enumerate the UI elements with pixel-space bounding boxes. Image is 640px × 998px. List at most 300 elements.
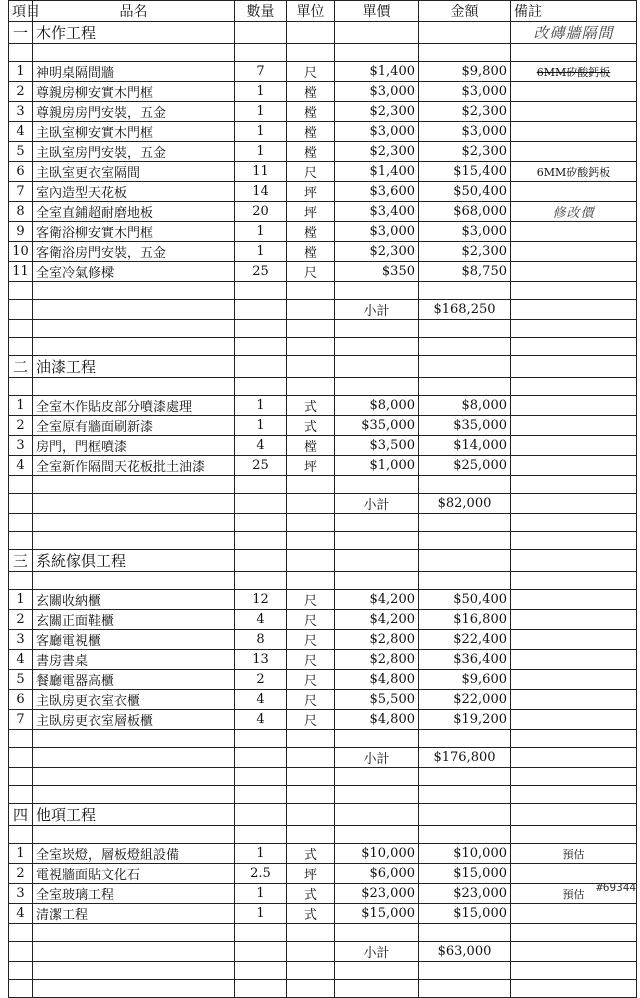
item-number: 9 — [9, 222, 33, 242]
blank-row — [9, 962, 637, 980]
item-name: 主臥房更衣室衣櫃 — [33, 690, 235, 710]
empty-cell — [235, 980, 287, 998]
item-unit-price: $2,300 — [335, 142, 419, 162]
empty-cell — [235, 572, 287, 590]
empty-cell — [287, 942, 335, 962]
item-name: 尊親房房門安裝，五金 — [33, 102, 235, 122]
empty-cell — [235, 768, 287, 786]
empty-cell — [9, 924, 33, 942]
line-item-row — [9, 262, 637, 282]
line-item-row — [9, 142, 637, 162]
item-number: 8 — [9, 202, 33, 222]
blank-row — [9, 826, 637, 844]
section-title: 他項工程 — [33, 804, 235, 826]
empty-cell — [511, 476, 637, 494]
item-quantity: 1 — [235, 222, 287, 242]
item-unit-price: $4,200 — [335, 590, 419, 610]
empty-cell — [419, 44, 511, 62]
section-note — [511, 550, 637, 572]
empty-cell — [287, 550, 335, 572]
item-name: 玄關正面鞋櫃 — [33, 610, 235, 630]
item-unit: 尺 — [287, 630, 335, 650]
item-quantity: 7 — [235, 62, 287, 82]
line-item-row — [9, 690, 637, 710]
item-unit-price: $3,400 — [335, 202, 419, 222]
item-name: 房門，門框噴漆 — [33, 436, 235, 456]
subtotal-label: 小計 — [335, 942, 419, 962]
line-item-row — [9, 82, 637, 102]
empty-cell — [335, 768, 419, 786]
empty-cell — [419, 804, 511, 826]
empty-cell — [335, 476, 419, 494]
empty-cell — [287, 282, 335, 300]
empty-cell — [419, 924, 511, 942]
item-amount: $3,000 — [419, 222, 511, 242]
empty-cell — [287, 44, 335, 62]
item-number: 2 — [9, 864, 33, 884]
empty-cell — [235, 356, 287, 378]
empty-cell — [9, 768, 33, 786]
item-note — [511, 456, 637, 476]
item-number: 2 — [9, 416, 33, 436]
item-note — [511, 242, 637, 262]
subtotal-row — [9, 942, 637, 962]
item-quantity: 4 — [235, 436, 287, 456]
item-note — [511, 630, 637, 650]
item-unit: 尺 — [287, 610, 335, 630]
item-note: 6MM矽酸鈣板 — [511, 162, 637, 182]
item-name: 全室崁燈，層板燈組設備 — [33, 844, 235, 864]
item-unit: 式 — [287, 416, 335, 436]
item-quantity: 1 — [235, 102, 287, 122]
empty-cell — [419, 550, 511, 572]
empty-cell — [335, 514, 419, 532]
quotation-body — [9, 1, 637, 998]
blank-row — [9, 282, 637, 300]
item-name: 主臥室更衣室隔間 — [33, 162, 235, 182]
item-unit: 尺 — [287, 162, 335, 182]
item-amount: $50,400 — [419, 590, 511, 610]
item-quantity: 14 — [235, 182, 287, 202]
empty-cell — [511, 532, 637, 550]
item-name: 客衛浴房門安裝，五金 — [33, 242, 235, 262]
watermark-id: #69344 — [596, 881, 636, 894]
item-amount: $2,300 — [419, 142, 511, 162]
item-quantity: 1 — [235, 844, 287, 864]
blank-row — [9, 786, 637, 804]
item-quantity: 8 — [235, 630, 287, 650]
line-item-row — [9, 670, 637, 690]
empty-cell — [287, 514, 335, 532]
item-amount: $9,600 — [419, 670, 511, 690]
empty-cell — [511, 378, 637, 396]
empty-cell — [235, 476, 287, 494]
item-number: 3 — [9, 102, 33, 122]
item-number: 5 — [9, 142, 33, 162]
empty-cell — [235, 826, 287, 844]
line-item-row — [9, 864, 637, 884]
blank-row — [9, 768, 637, 786]
item-unit-price: $23,000 — [335, 884, 419, 904]
item-unit: 坪 — [287, 202, 335, 222]
empty-cell — [335, 338, 419, 356]
empty-cell — [335, 924, 419, 942]
section-number: 三 — [9, 550, 33, 572]
empty-cell — [33, 786, 235, 804]
empty-cell — [511, 300, 637, 320]
empty-cell — [511, 572, 637, 590]
empty-cell — [9, 980, 33, 998]
item-note: 修改價 — [511, 202, 637, 222]
empty-cell — [9, 826, 33, 844]
item-amount: $16,800 — [419, 610, 511, 630]
item-note — [511, 102, 637, 122]
item-note — [511, 650, 637, 670]
item-number: 6 — [9, 690, 33, 710]
line-item-row — [9, 122, 637, 142]
item-name: 全室原有牆面刷新漆 — [33, 416, 235, 436]
item-amount: $8,750 — [419, 262, 511, 282]
item-unit-price: $1,400 — [335, 62, 419, 82]
empty-cell — [287, 804, 335, 826]
empty-cell — [419, 786, 511, 804]
empty-cell — [33, 924, 235, 942]
subtotal-amount: $82,000 — [419, 494, 511, 514]
section-title: 油漆工程 — [33, 356, 235, 378]
empty-cell — [287, 532, 335, 550]
item-unit-price: $4,800 — [335, 670, 419, 690]
empty-cell — [419, 962, 511, 980]
empty-cell — [511, 786, 637, 804]
item-quantity: 11 — [235, 162, 287, 182]
empty-cell — [235, 44, 287, 62]
empty-cell — [419, 282, 511, 300]
item-unit: 樘 — [287, 436, 335, 456]
empty-cell — [335, 804, 419, 826]
item-number: 6 — [9, 162, 33, 182]
item-quantity: 25 — [235, 456, 287, 476]
item-unit: 樘 — [287, 222, 335, 242]
empty-cell — [33, 730, 235, 748]
item-unit: 樘 — [287, 82, 335, 102]
item-name: 客衛浴柳安實木門框 — [33, 222, 235, 242]
empty-cell — [511, 320, 637, 338]
empty-cell — [419, 22, 511, 44]
empty-cell — [33, 572, 235, 590]
empty-cell — [33, 338, 235, 356]
line-item-row — [9, 182, 637, 202]
item-quantity: 2 — [235, 670, 287, 690]
section-row — [9, 550, 637, 572]
item-name: 尊親房柳安實木門框 — [33, 82, 235, 102]
item-number: 5 — [9, 670, 33, 690]
header-amount: 金額 — [419, 1, 511, 22]
empty-cell — [235, 942, 287, 962]
empty-cell — [235, 514, 287, 532]
empty-cell — [9, 476, 33, 494]
subtotal-row — [9, 494, 637, 514]
section-note: 改磚牆隔間 — [511, 22, 637, 44]
item-quantity: 1 — [235, 884, 287, 904]
line-item-row — [9, 904, 637, 924]
empty-cell — [511, 748, 637, 768]
item-quantity: 1 — [235, 122, 287, 142]
line-item-row — [9, 102, 637, 122]
item-note — [511, 670, 637, 690]
item-note: 預估 — [511, 884, 637, 904]
item-unit-price: $15,000 — [335, 904, 419, 924]
item-number: 2 — [9, 82, 33, 102]
item-unit-price: $2,800 — [335, 650, 419, 670]
empty-cell — [511, 730, 637, 748]
item-amount: $19,200 — [419, 710, 511, 730]
item-number: 4 — [9, 650, 33, 670]
item-note — [511, 690, 637, 710]
line-item-row — [9, 590, 637, 610]
item-unit-price: $2,800 — [335, 630, 419, 650]
line-item-row — [9, 610, 637, 630]
item-unit-price: $3,600 — [335, 182, 419, 202]
empty-cell — [33, 378, 235, 396]
empty-cell — [33, 942, 235, 962]
empty-cell — [9, 300, 33, 320]
empty-cell — [511, 768, 637, 786]
blank-row — [9, 514, 637, 532]
item-name: 全室冷氣修樑 — [33, 262, 235, 282]
header-row — [9, 1, 637, 22]
item-amount: $50,400 — [419, 182, 511, 202]
blank-row — [9, 378, 637, 396]
blank-row — [9, 320, 637, 338]
item-unit: 式 — [287, 844, 335, 864]
empty-cell — [419, 572, 511, 590]
item-amount: $23,000 — [419, 884, 511, 904]
item-number: 7 — [9, 710, 33, 730]
item-unit-price: $350 — [335, 262, 419, 282]
item-quantity: 2.5 — [235, 864, 287, 884]
item-amount: $15,000 — [419, 904, 511, 924]
item-amount: $2,300 — [419, 242, 511, 262]
empty-cell — [235, 962, 287, 980]
line-item-row — [9, 630, 637, 650]
subtotal-row — [9, 300, 637, 320]
item-name: 電視牆面貼文化石 — [33, 864, 235, 884]
item-unit-price: $5,500 — [335, 690, 419, 710]
empty-cell — [235, 924, 287, 942]
empty-cell — [287, 300, 335, 320]
item-quantity: 4 — [235, 690, 287, 710]
empty-cell — [419, 826, 511, 844]
item-note — [511, 122, 637, 142]
section-row — [9, 804, 637, 826]
line-item-row — [9, 162, 637, 182]
item-number: 1 — [9, 844, 33, 864]
item-note — [511, 82, 637, 102]
item-note — [511, 222, 637, 242]
empty-cell — [287, 730, 335, 748]
item-name: 全室玻璃工程 — [33, 884, 235, 904]
empty-cell — [9, 378, 33, 396]
empty-cell — [287, 356, 335, 378]
item-amount: $9,800 — [419, 62, 511, 82]
line-item-row — [9, 710, 637, 730]
item-name: 清潔工程 — [33, 904, 235, 924]
item-unit-price: $35,000 — [335, 416, 419, 436]
item-note: 預估 — [511, 844, 637, 864]
item-unit-price: $3,000 — [335, 122, 419, 142]
item-name: 主臥室柳安實木門框 — [33, 122, 235, 142]
empty-cell — [9, 44, 33, 62]
empty-cell — [9, 494, 33, 514]
item-quantity: 12 — [235, 590, 287, 610]
empty-cell — [335, 980, 419, 998]
item-unit-price: $1,000 — [335, 456, 419, 476]
item-amount: $15,000 — [419, 864, 511, 884]
item-unit: 坪 — [287, 182, 335, 202]
subtotal-amount: $168,250 — [419, 300, 511, 320]
empty-cell — [235, 532, 287, 550]
item-unit-price: $3,000 — [335, 222, 419, 242]
empty-cell — [235, 804, 287, 826]
item-number: 10 — [9, 242, 33, 262]
empty-cell — [335, 378, 419, 396]
item-name: 書房書桌 — [33, 650, 235, 670]
section-row — [9, 356, 637, 378]
empty-cell — [419, 338, 511, 356]
item-quantity: 20 — [235, 202, 287, 222]
item-number: 4 — [9, 904, 33, 924]
item-unit-price: $8,000 — [335, 396, 419, 416]
item-unit: 尺 — [287, 62, 335, 82]
item-name: 主臥房更衣室層板櫃 — [33, 710, 235, 730]
empty-cell — [235, 338, 287, 356]
item-number: 11 — [9, 262, 33, 282]
empty-cell — [235, 282, 287, 300]
item-unit-price: $6,000 — [335, 864, 419, 884]
section-title: 系統傢俱工程 — [33, 550, 235, 572]
item-quantity: 1 — [235, 396, 287, 416]
item-unit: 坪 — [287, 456, 335, 476]
item-amount: $25,000 — [419, 456, 511, 476]
empty-cell — [33, 514, 235, 532]
section-title: 木作工程 — [33, 22, 235, 44]
empty-cell — [235, 550, 287, 572]
item-quantity: 1 — [235, 242, 287, 262]
empty-cell — [335, 44, 419, 62]
subtotal-amount: $176,800 — [419, 748, 511, 768]
item-amount: $22,400 — [419, 630, 511, 650]
item-unit: 式 — [287, 884, 335, 904]
item-unit: 尺 — [287, 690, 335, 710]
item-amount: $22,000 — [419, 690, 511, 710]
empty-cell — [9, 786, 33, 804]
line-item-row — [9, 202, 637, 222]
empty-cell — [335, 550, 419, 572]
empty-cell — [335, 282, 419, 300]
item-quantity: 25 — [235, 262, 287, 282]
item-quantity: 1 — [235, 904, 287, 924]
item-unit-price: $10,000 — [335, 844, 419, 864]
empty-cell — [9, 282, 33, 300]
item-amount: $10,000 — [419, 844, 511, 864]
item-unit: 式 — [287, 904, 335, 924]
subtotal-row — [9, 748, 637, 768]
item-name: 主臥室房門安裝，五金 — [33, 142, 235, 162]
empty-cell — [419, 356, 511, 378]
blank-row — [9, 980, 637, 998]
empty-cell — [33, 962, 235, 980]
line-item-row — [9, 222, 637, 242]
item-note — [511, 262, 637, 282]
item-unit-price: $2,300 — [335, 242, 419, 262]
blank-row — [9, 476, 637, 494]
item-note — [511, 590, 637, 610]
section-note — [511, 804, 637, 826]
empty-cell — [9, 962, 33, 980]
empty-cell — [335, 962, 419, 980]
empty-cell — [9, 730, 33, 748]
empty-cell — [287, 320, 335, 338]
item-number: 3 — [9, 884, 33, 904]
item-note — [511, 142, 637, 162]
empty-cell — [287, 338, 335, 356]
item-number: 3 — [9, 436, 33, 456]
quotation-table — [8, 0, 637, 998]
empty-cell — [335, 572, 419, 590]
item-note — [511, 416, 637, 436]
item-name: 玄關收納櫃 — [33, 590, 235, 610]
empty-cell — [235, 320, 287, 338]
item-note — [511, 904, 637, 924]
empty-cell — [235, 378, 287, 396]
section-number: 一 — [9, 22, 33, 44]
empty-cell — [33, 44, 235, 62]
section-note — [511, 356, 637, 378]
empty-cell — [511, 282, 637, 300]
line-item-row — [9, 844, 637, 864]
blank-row — [9, 338, 637, 356]
line-item-row — [9, 436, 637, 456]
line-item-row — [9, 456, 637, 476]
item-unit-price: $4,200 — [335, 610, 419, 630]
item-quantity: 4 — [235, 610, 287, 630]
empty-cell — [9, 532, 33, 550]
item-number: 7 — [9, 182, 33, 202]
item-unit-price: $1,400 — [335, 162, 419, 182]
item-name: 客廳電視櫃 — [33, 630, 235, 650]
item-unit: 式 — [287, 396, 335, 416]
empty-cell — [287, 494, 335, 514]
empty-cell — [9, 748, 33, 768]
empty-cell — [235, 786, 287, 804]
empty-cell — [287, 572, 335, 590]
item-number: 1 — [9, 396, 33, 416]
item-note — [511, 436, 637, 456]
item-unit-price: $3,000 — [335, 82, 419, 102]
item-unit: 尺 — [287, 670, 335, 690]
empty-cell — [419, 768, 511, 786]
empty-cell — [9, 320, 33, 338]
item-number: 4 — [9, 456, 33, 476]
empty-cell — [335, 826, 419, 844]
empty-cell — [287, 768, 335, 786]
header-no: 項目 — [9, 1, 33, 22]
empty-cell — [335, 356, 419, 378]
empty-cell — [235, 494, 287, 514]
empty-cell — [287, 748, 335, 768]
empty-cell — [9, 942, 33, 962]
header-price: 單價 — [335, 1, 419, 22]
